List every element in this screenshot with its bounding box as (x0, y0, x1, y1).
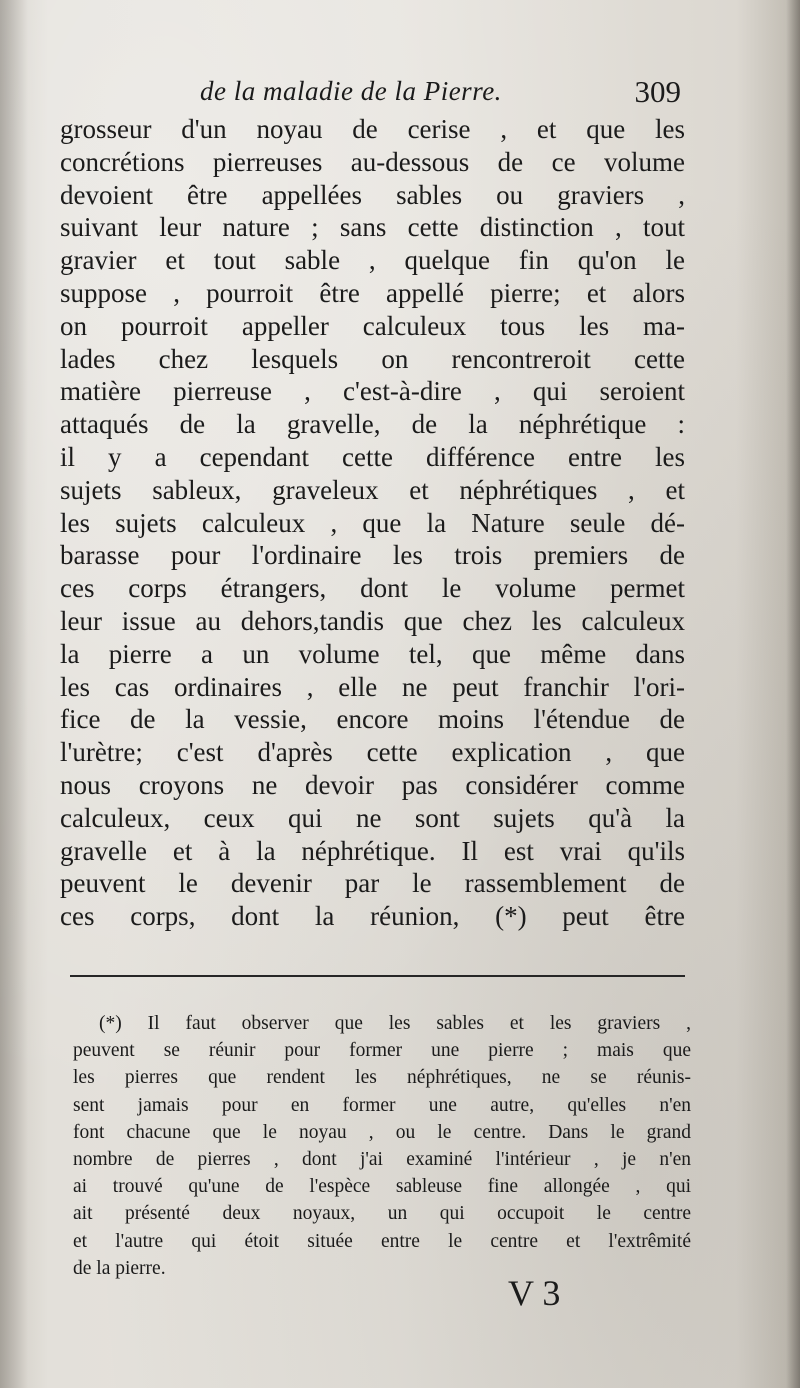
footnote-line: sent jamais pour en former une autre, qu'elles n'en (73, 1094, 691, 1116)
footnote-line: (*) Il faut observer que les sables et les graviers , (99, 1013, 691, 1034)
text-line: sujets sableux, graveleux et néphrétiques , et (60, 474, 685, 505)
text-line: concrétions pierreuses au-dessous de ce volume (60, 146, 685, 177)
gutter-shadow (0, 0, 28, 1388)
text-line: grosseur d'un noyau de cerise , et que les (60, 114, 685, 144)
footnote-line: et l'autre qui étoit située entre le centre et l'extrêmité (73, 1230, 691, 1252)
text-line: leur issue au dehors,tandis que chez les calculeux (60, 605, 685, 636)
text-line: devoient être appellées sables ou graviers , (60, 179, 685, 210)
footnote-line: font chacune que le noyau , ou le centre. Dans le grand (73, 1121, 691, 1143)
text-line: gravelle et à la néphrétique. Il est vrai qu'ils (60, 835, 685, 866)
text-line: les cas ordinaires , elle ne peut franchir l'ori- (60, 671, 685, 702)
running-title: de la maladie de la Pierre. (200, 76, 502, 106)
page-header (60, 76, 685, 116)
page-edge-shadow (786, 0, 800, 1388)
text-line: on pourroit appeller calculeux tous les ma- (60, 310, 685, 341)
text-line: suivant leur nature ; sans cette distinction , tout (60, 212, 685, 243)
footnote-line: de la pierre. (73, 1257, 166, 1279)
text-line: fice de la vessie, encore moins l'étendue de (60, 704, 685, 735)
signature-mark: V 3 (508, 1273, 561, 1313)
text-line: peuvent le devenir par le rassemblement de (60, 868, 685, 899)
text-line: nous croyons ne devoir pas considérer comme (60, 769, 685, 800)
footnote-line: ait présenté deux noyaux, un qui occupoit le centre (73, 1203, 691, 1225)
text-line: barasse pour l'ordinaire les trois premiers de (60, 540, 685, 571)
text-line: il y a cependant cette différence entre les (60, 441, 685, 472)
text-line: la pierre a un volume tel, que même dans (60, 638, 685, 669)
text-line: gravier et tout sable , quelque fin qu'on le (60, 245, 685, 276)
footnote-line: peuvent se réunir pour former une pierre ; mais que (73, 1040, 691, 1062)
text-line: calculeux, ceux qui ne sont sujets qu'à la (60, 802, 685, 833)
main-text (60, 113, 685, 933)
text-line: l'urètre; c'est d'après cette explication , que (60, 737, 685, 768)
footnote-line: les pierres que rendent les néphrétiques, ne se réunis- (73, 1067, 691, 1089)
text-line: ces corps, dont la réunion, (*) peut être (60, 901, 685, 932)
footnote (73, 1010, 691, 1282)
footnote-line: ai trouvé qu'une de l'espèce sableuse fine allongée , qui (73, 1176, 691, 1198)
text-line: lades chez lesquels on rencontreroit cette (60, 343, 685, 374)
text-line: attaqués de la gravelle, de la néphrétique : (60, 409, 685, 440)
page-number: 309 (634, 74, 681, 109)
footnote-line: nombre de pierres , dont j'ai examiné l'intérieur , je n'en (73, 1148, 691, 1170)
text-line: matière pierreuse , c'est-à-dire , qui seroient (60, 376, 685, 407)
text-line: ces corps étrangers, dont le volume permet (60, 573, 685, 604)
text-line: les sujets calculeux , que la Nature seule dé- (60, 507, 685, 538)
footnote-divider (70, 975, 685, 977)
text-line: suppose , pourroit être appellé pierre; et alors (60, 277, 685, 308)
